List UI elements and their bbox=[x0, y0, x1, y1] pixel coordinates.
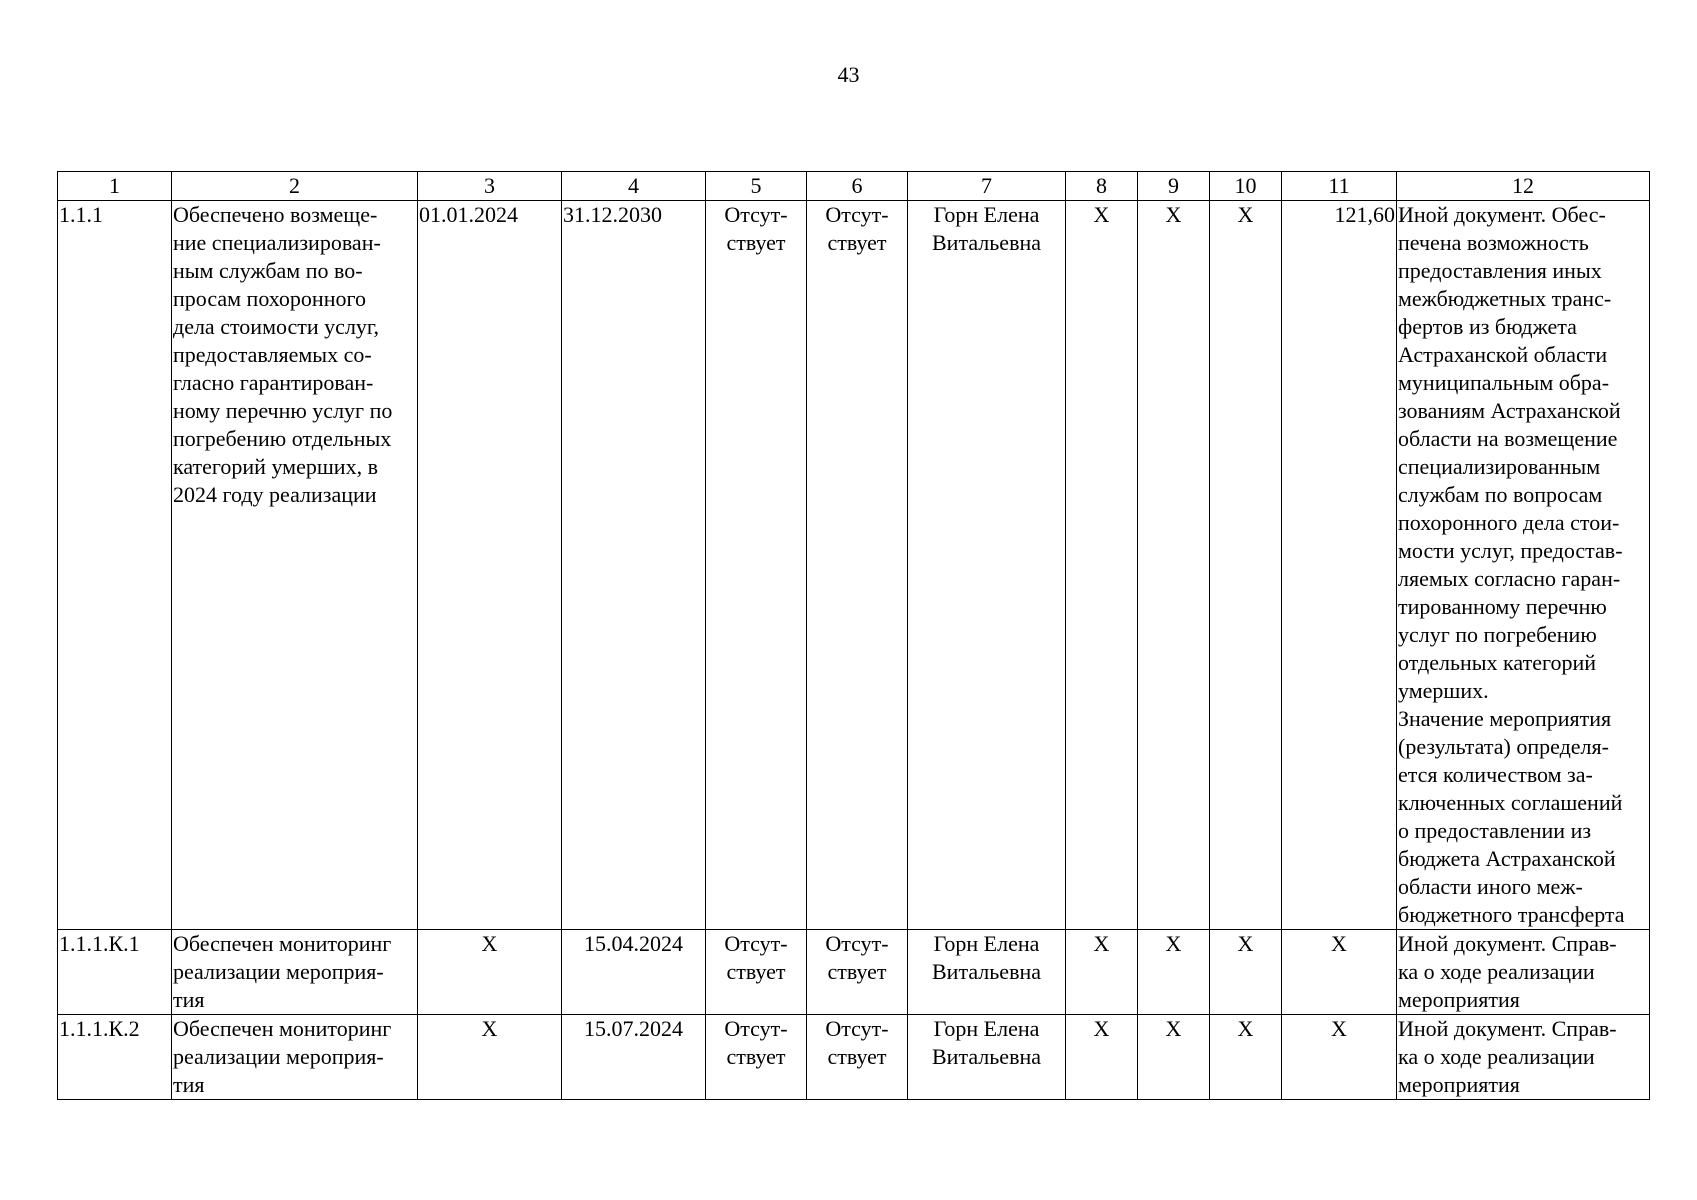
row-responsible: Горн Елена Витальевна bbox=[908, 930, 1066, 1015]
row-col12: Иной документ. Обес- печена возможность предоставления иных межбюджетных транс- фертов из бюджета Астраханской области муниципальным обра- зованиям Астраханской области на возмещение специализированным службам по вопросам похоронного дела стои- мости услуг, предостав- ляемых согласно гаран- тированному перечню услуг по погребению отдельных категорий умерших. Значение мероприятия (результата) определя- ется количеством за- ключенных соглашений о предоставлении из бюджета Астраханской области иного меж- бюджетного трансферта bbox=[1397, 201, 1650, 930]
activity-table bbox=[57, 171, 1650, 1100]
header-cell: 7 bbox=[908, 172, 1066, 201]
row-col11: X bbox=[1282, 1015, 1397, 1100]
row-col12: Иной документ. Справ- ка о ходе реализации мероприятия bbox=[1397, 930, 1650, 1015]
row-start-date: X bbox=[418, 930, 562, 1015]
header-cell: 6 bbox=[807, 172, 908, 201]
row-col5: Отсут- ствует bbox=[706, 930, 807, 1015]
header-cell: 9 bbox=[1138, 172, 1210, 201]
row-col9: X bbox=[1138, 930, 1210, 1015]
row-col9: X bbox=[1138, 201, 1210, 930]
row-col8: X bbox=[1066, 930, 1138, 1015]
row-code: 1.1.1.К.2 bbox=[58, 1015, 172, 1100]
table-row bbox=[58, 1015, 1650, 1100]
table-header-row bbox=[58, 172, 1650, 201]
row-col5: Отсут- ствует bbox=[706, 201, 807, 930]
row-col6: Отсут- ствует bbox=[807, 201, 908, 930]
row-col8: X bbox=[1066, 1015, 1138, 1100]
row-code: 1.1.1.К.1 bbox=[58, 930, 172, 1015]
row-start-date: X bbox=[418, 1015, 562, 1100]
row-code: 1.1.1 bbox=[58, 201, 172, 930]
row-responsible: Горн Елена Витальевна bbox=[908, 1015, 1066, 1100]
header-cell: 3 bbox=[418, 172, 562, 201]
row-responsible: Горн Елена Витальевна bbox=[908, 201, 1066, 930]
header-cell: 10 bbox=[1210, 172, 1282, 201]
row-col8: X bbox=[1066, 201, 1138, 930]
header-cell: 8 bbox=[1066, 172, 1138, 201]
row-col10: X bbox=[1210, 201, 1282, 930]
row-col6: Отсут- ствует bbox=[807, 930, 908, 1015]
row-description: Обеспечен мониторинг реализации мероприя- тия bbox=[172, 1015, 418, 1100]
table-row bbox=[58, 201, 1650, 930]
row-col10: X bbox=[1210, 1015, 1282, 1100]
row-start-date: 01.01.2024 bbox=[418, 201, 562, 930]
row-col12: Иной документ. Справ- ка о ходе реализации мероприятия bbox=[1397, 1015, 1650, 1100]
row-col11: 121,60 bbox=[1282, 201, 1397, 930]
row-end-date: 15.04.2024 bbox=[562, 930, 706, 1015]
row-col6: Отсут- ствует bbox=[807, 1015, 908, 1100]
header-cell: 4 bbox=[562, 172, 706, 201]
header-cell: 11 bbox=[1282, 172, 1397, 201]
header-cell: 1 bbox=[58, 172, 172, 201]
row-col10: X bbox=[1210, 930, 1282, 1015]
table-row bbox=[58, 930, 1650, 1015]
row-end-date: 15.07.2024 bbox=[562, 1015, 706, 1100]
row-col11: X bbox=[1282, 930, 1397, 1015]
header-cell: 12 bbox=[1397, 172, 1650, 201]
page-number: 43 bbox=[837, 62, 860, 87]
row-description: Обеспечено возмеще- ние специализирован- ным службам по во- просам похоронного дела стоимости услуг, предоставляемых со- гласно гарантирован- ному перечню услуг по погребению отдельных категорий умерших, в 2024 году реализации bbox=[172, 201, 418, 930]
row-end-date: 31.12.2030 bbox=[562, 201, 706, 930]
row-col9: X bbox=[1138, 1015, 1210, 1100]
header-cell: 2 bbox=[172, 172, 418, 201]
row-description: Обеспечен мониторинг реализации мероприя- тия bbox=[172, 930, 418, 1015]
header-cell: 5 bbox=[706, 172, 807, 201]
row-col5: Отсут- ствует bbox=[706, 1015, 807, 1100]
